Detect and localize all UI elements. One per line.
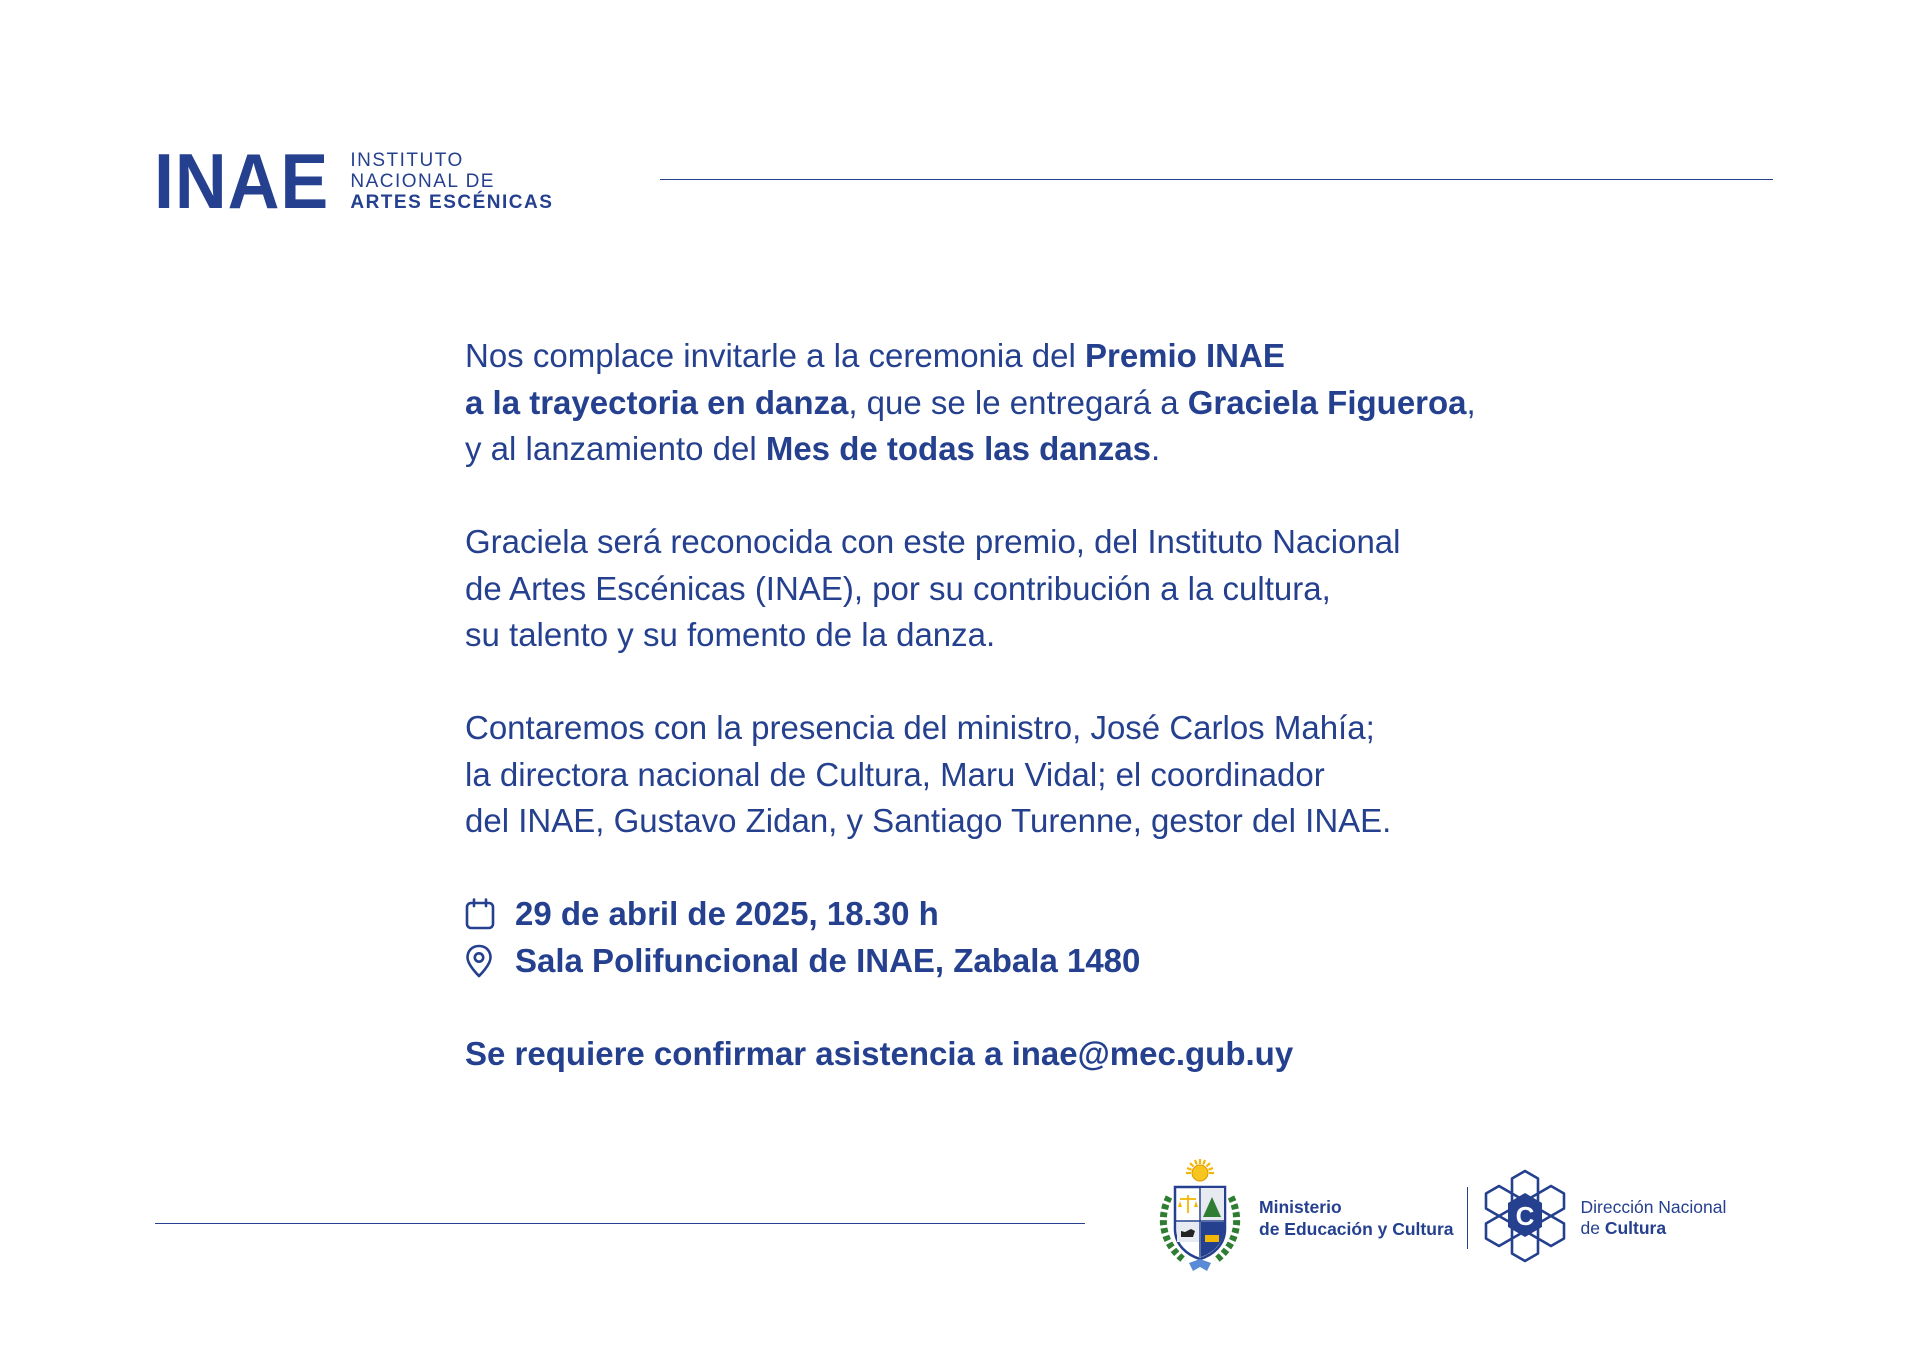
p2-line-2: de Artes Escénicas (INAE), por su contribución a la cultura, bbox=[465, 569, 1331, 607]
p2-line-1: Graciela será reconocida con este premio, del Instituto Nacional bbox=[465, 523, 1401, 560]
cultura-name bbox=[1580, 1197, 1726, 1239]
cultura-line-2 bbox=[1580, 1218, 1726, 1239]
p1-text-1: Nos complace invitarle a la ceremonia del bbox=[465, 337, 1085, 374]
footer-divider-line bbox=[155, 1223, 1085, 1224]
honoree-name: Graciela Figueroa bbox=[1187, 383, 1467, 421]
cultura-logo bbox=[1482, 1169, 1568, 1268]
event-location bbox=[465, 938, 1615, 985]
invitation-body bbox=[465, 333, 1615, 1077]
event-location-text: Sala Polifuncional de INAE, Zabala 1480 bbox=[515, 941, 1141, 979]
p1-text-3: , bbox=[1466, 383, 1476, 421]
inae-logo-wordmark: INAE bbox=[154, 137, 330, 225]
invitation-paragraph-1 bbox=[465, 333, 1615, 473]
header-divider bbox=[660, 179, 1773, 180]
ministry-line-2: de Educación y Cultura bbox=[1259, 1219, 1454, 1239]
rsvp-note bbox=[465, 1031, 1615, 1078]
p3-line-3: del INAE, Gustavo Zidan, y Santiago Turenne, gestor del INAE. bbox=[465, 802, 1392, 839]
uruguay-coat-of-arms-icon bbox=[1155, 1157, 1245, 1280]
logo-line-1: INSTITUTO bbox=[350, 149, 464, 171]
inae-logo bbox=[154, 137, 554, 225]
rsvp-text: Se requiere confirmar asistencia a inae@mec.gub.uy bbox=[465, 1034, 1294, 1072]
cultura-line-2-prefix: de bbox=[1580, 1218, 1605, 1238]
invitation-paragraph-2 bbox=[465, 519, 1615, 659]
location-pin-icon bbox=[465, 944, 515, 978]
footer-logos bbox=[1155, 1158, 1726, 1278]
ministry-name bbox=[1259, 1196, 1453, 1240]
inae-logo-subtitle bbox=[350, 150, 553, 213]
invitation-paragraph-3 bbox=[465, 705, 1615, 845]
cultura-logo-letter: C bbox=[1516, 1200, 1535, 1231]
calendar-icon bbox=[465, 898, 515, 930]
p3-line-1: Contaremos con la presencia del ministro, José Carlos Mahía; bbox=[465, 709, 1375, 746]
event-name: Mes de todas las danzas bbox=[765, 430, 1151, 467]
award-name: Premio INAE bbox=[1084, 337, 1285, 374]
event-details bbox=[465, 891, 1615, 984]
event-date-text: 29 de abril de 2025, 18.30 h bbox=[515, 895, 939, 932]
award-category: a la trayectoria en danza bbox=[465, 383, 849, 421]
logo-line-3: ARTES ESCÉNICAS bbox=[350, 191, 554, 213]
p1-text-2: , que se le entregará a bbox=[848, 383, 1188, 421]
p1-text-5: . bbox=[1150, 430, 1161, 467]
logo-line-2: NACIONAL DE bbox=[350, 170, 495, 192]
cultura-line-1: Dirección Nacional bbox=[1580, 1197, 1727, 1217]
cultura-line-2-bold: Cultura bbox=[1604, 1218, 1667, 1238]
footer-logo-divider bbox=[1467, 1187, 1468, 1249]
p3-line-2: la directora nacional de Cultura, Maru Vidal; el coordinador bbox=[465, 755, 1325, 793]
ministry-line-1: Ministerio bbox=[1259, 1197, 1342, 1217]
p2-line-3: su talento y su fomento de la danza. bbox=[465, 616, 996, 653]
event-date bbox=[465, 891, 1615, 938]
p1-text-4: y al lanzamiento del bbox=[465, 430, 766, 467]
